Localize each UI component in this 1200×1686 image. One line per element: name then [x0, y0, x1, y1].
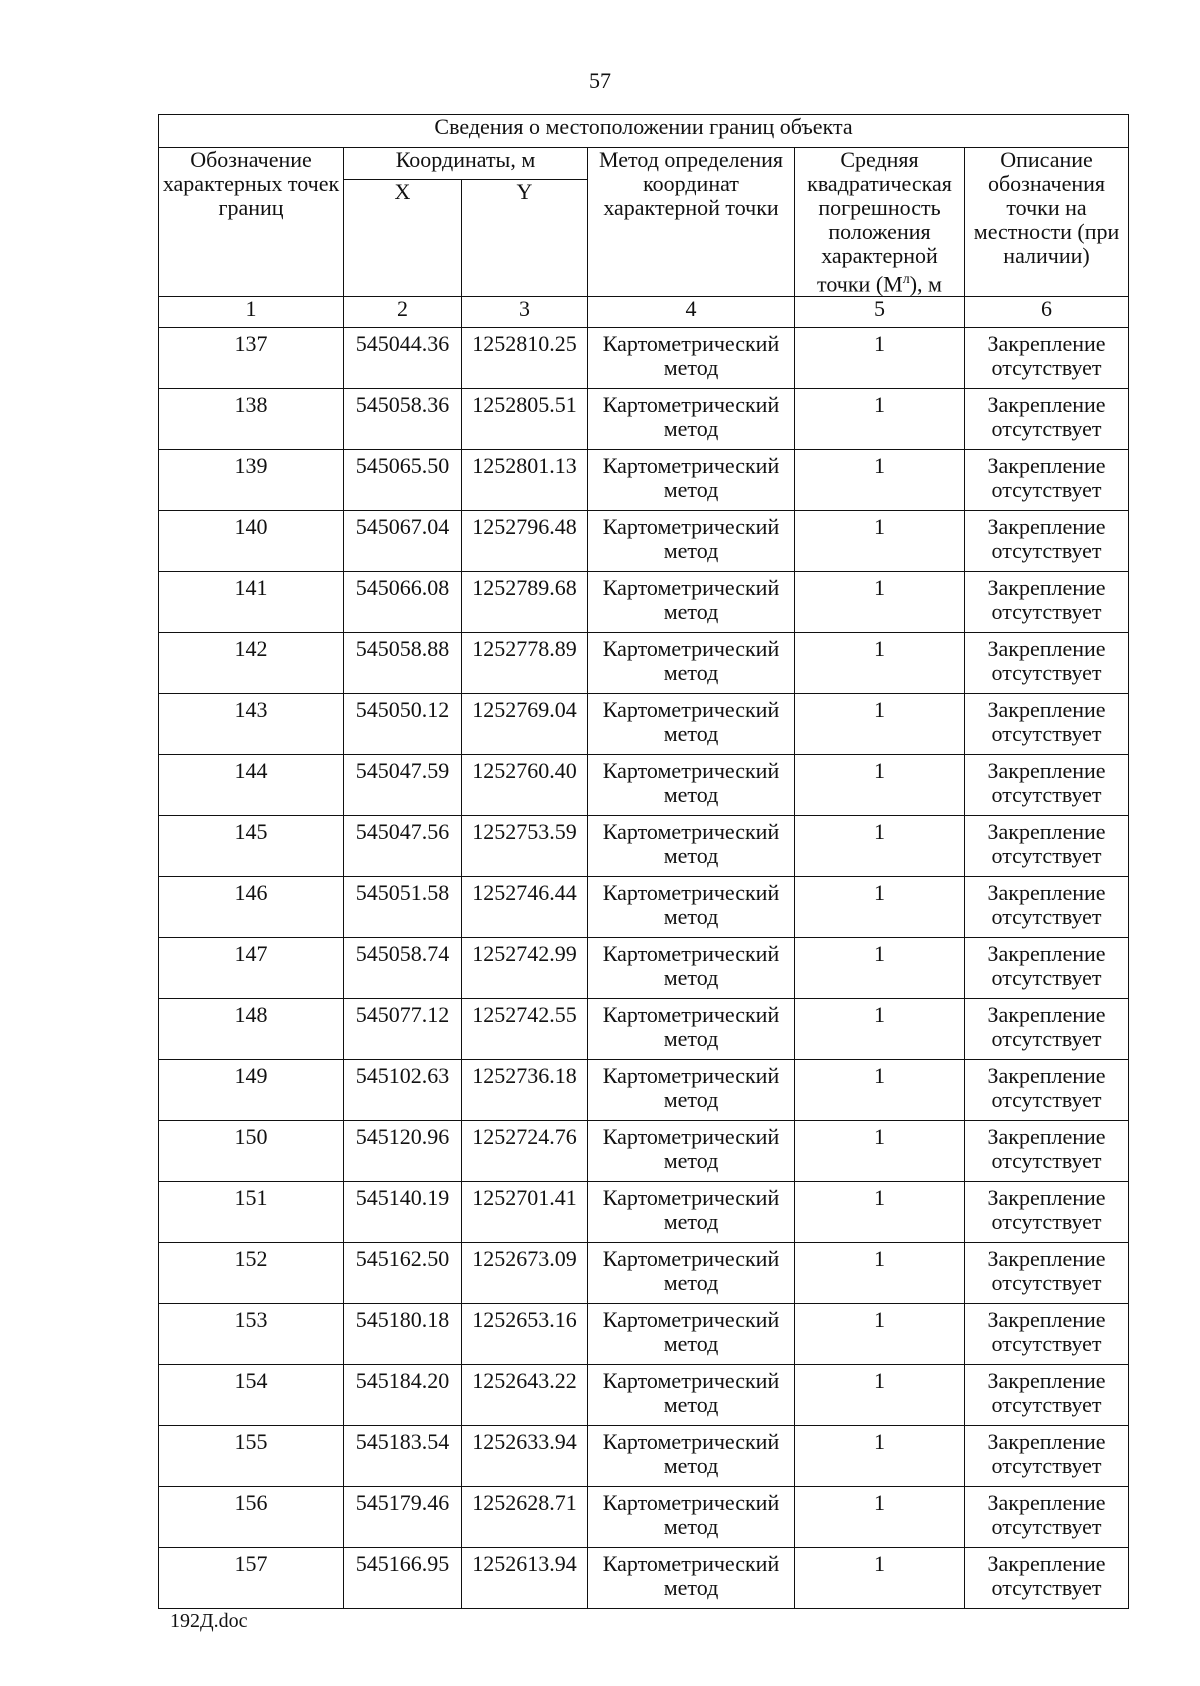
cell-error: 1 — [795, 694, 965, 755]
cell-method: Картометрический метод — [588, 1365, 795, 1426]
cell-description: Закрепление отсутствует — [965, 1304, 1129, 1365]
cell-method: Картометрический метод — [588, 1304, 795, 1365]
cell-x: 545180.18 — [344, 1304, 462, 1365]
cell-y: 1252778.89 — [462, 633, 588, 694]
table-row — [159, 1487, 1129, 1548]
cell-x: 545065.50 — [344, 450, 462, 511]
cell-error: 1 — [795, 1365, 965, 1426]
cell-point: 139 — [159, 450, 344, 511]
cell-error: 1 — [795, 1243, 965, 1304]
cell-description: Закрепление отсутствует — [965, 938, 1129, 999]
cell-point: 147 — [159, 938, 344, 999]
cell-point: 144 — [159, 755, 344, 816]
table-title: Сведения о местоположении границ объекта — [159, 115, 1129, 148]
cell-method: Картометрический метод — [588, 633, 795, 694]
cell-method: Картометрический метод — [588, 1487, 795, 1548]
column-number: 6 — [965, 297, 1129, 328]
cell-error: 1 — [795, 1304, 965, 1365]
table-row — [159, 1426, 1129, 1487]
cell-point: 152 — [159, 1243, 344, 1304]
cell-point: 142 — [159, 633, 344, 694]
cell-error: 1 — [795, 511, 965, 572]
cell-point: 141 — [159, 572, 344, 633]
cell-description: Закрепление отсутствует — [965, 1365, 1129, 1426]
column-number: 3 — [462, 297, 588, 328]
cell-x: 545058.36 — [344, 389, 462, 450]
cell-method: Картометрический метод — [588, 450, 795, 511]
header-coordinates: Координаты, м — [344, 148, 588, 180]
header-description: Описание обозначения точки на местности (при наличии) — [965, 148, 1129, 297]
cell-point: 148 — [159, 999, 344, 1060]
cell-y: 1252796.48 — [462, 511, 588, 572]
cell-y: 1252810.25 — [462, 328, 588, 389]
cell-x: 545162.50 — [344, 1243, 462, 1304]
cell-description: Закрепление отсутствует — [965, 999, 1129, 1060]
cell-x: 545179.46 — [344, 1487, 462, 1548]
cell-y: 1252628.71 — [462, 1487, 588, 1548]
column-number: 1 — [159, 297, 344, 328]
cell-description: Закрепление отсутствует — [965, 1243, 1129, 1304]
table-row — [159, 633, 1129, 694]
table-row — [159, 816, 1129, 877]
cell-x: 545184.20 — [344, 1365, 462, 1426]
table-row — [159, 938, 1129, 999]
table-row — [159, 389, 1129, 450]
cell-y: 1252736.18 — [462, 1060, 588, 1121]
cell-description: Закрепление отсутствует — [965, 572, 1129, 633]
cell-method: Картометрический метод — [588, 1182, 795, 1243]
cell-method: Картометрический метод — [588, 389, 795, 450]
cell-point: 137 — [159, 328, 344, 389]
header-x: X — [344, 180, 462, 297]
cell-point: 140 — [159, 511, 344, 572]
cell-y: 1252760.40 — [462, 755, 588, 816]
cell-error: 1 — [795, 877, 965, 938]
cell-point: 150 — [159, 1121, 344, 1182]
cell-method: Картометрический метод — [588, 1121, 795, 1182]
table-row — [159, 1243, 1129, 1304]
cell-point: 154 — [159, 1365, 344, 1426]
cell-error: 1 — [795, 999, 965, 1060]
cell-x: 545166.95 — [344, 1548, 462, 1609]
column-number: 2 — [344, 297, 462, 328]
cell-description: Закрепление отсутствует — [965, 694, 1129, 755]
table-body — [159, 328, 1129, 1609]
cell-x: 545120.96 — [344, 1121, 462, 1182]
header-error: Средняя квадратическая погрешность положения характерной точки $(М^л)$, м — [795, 148, 965, 297]
cell-y: 1252746.44 — [462, 877, 588, 938]
cell-y: 1252653.16 — [462, 1304, 588, 1365]
cell-method: Картометрический метод — [588, 328, 795, 389]
table-row — [159, 755, 1129, 816]
column-number-row — [159, 297, 1129, 328]
cell-point: 156 — [159, 1487, 344, 1548]
cell-x: 545044.36 — [344, 328, 462, 389]
cell-x: 545067.04 — [344, 511, 462, 572]
header-method: Метод определения координат характерной точки — [588, 148, 795, 297]
cell-x: 545050.12 — [344, 694, 462, 755]
cell-method: Картометрический метод — [588, 572, 795, 633]
page-number: 57 — [589, 68, 611, 93]
cell-x: 545066.08 — [344, 572, 462, 633]
cell-error: 1 — [795, 938, 965, 999]
cell-error: 1 — [795, 1060, 965, 1121]
cell-point: 146 — [159, 877, 344, 938]
table-row — [159, 450, 1129, 511]
cell-description: Закрепление отсутствует — [965, 755, 1129, 816]
cell-point: 153 — [159, 1304, 344, 1365]
header-y: Y — [462, 180, 588, 297]
cell-y: 1252805.51 — [462, 389, 588, 450]
cell-y: 1252753.59 — [462, 816, 588, 877]
cell-description: Закрепление отсутствует — [965, 1548, 1129, 1609]
cell-x: 545058.74 — [344, 938, 462, 999]
cell-method: Картометрический метод — [588, 999, 795, 1060]
cell-y: 1252613.94 — [462, 1548, 588, 1609]
cell-x: 545047.56 — [344, 816, 462, 877]
table-row — [159, 1060, 1129, 1121]
cell-description: Закрепление отсутствует — [965, 633, 1129, 694]
cell-error: 1 — [795, 572, 965, 633]
cell-y: 1252633.94 — [462, 1426, 588, 1487]
footer-filename: 192Д.doc — [170, 1610, 248, 1632]
table-row — [159, 1548, 1129, 1609]
cell-point: 149 — [159, 1060, 344, 1121]
cell-method: Картометрический метод — [588, 877, 795, 938]
cell-method: Картометрический метод — [588, 1426, 795, 1487]
boundary-table — [158, 114, 1129, 1609]
cell-x: 545058.88 — [344, 633, 462, 694]
cell-method: Картометрический метод — [588, 938, 795, 999]
cell-description: Закрепление отсутствует — [965, 389, 1129, 450]
cell-error: 1 — [795, 633, 965, 694]
cell-point: 143 — [159, 694, 344, 755]
cell-error: 1 — [795, 389, 965, 450]
column-number: 5 — [795, 297, 965, 328]
cell-error: 1 — [795, 1548, 965, 1609]
cell-description: Закрепление отсутствует — [965, 1060, 1129, 1121]
cell-description: Закрепление отсутствует — [965, 450, 1129, 511]
table-row — [159, 572, 1129, 633]
cell-y: 1252673.09 — [462, 1243, 588, 1304]
column-number: 4 — [588, 297, 795, 328]
cell-description: Закрепление отсутствует — [965, 816, 1129, 877]
cell-description: Закрепление отсутствует — [965, 1426, 1129, 1487]
cell-y: 1252724.76 — [462, 1121, 588, 1182]
cell-error: 1 — [795, 1182, 965, 1243]
cell-description: Закрепление отсутствует — [965, 328, 1129, 389]
cell-error: 1 — [795, 1426, 965, 1487]
cell-description: Закрепление отсутствует — [965, 1182, 1129, 1243]
cell-description: Закрепление отсутствует — [965, 877, 1129, 938]
table-row — [159, 877, 1129, 938]
cell-method: Картометрический метод — [588, 694, 795, 755]
cell-method: Картометрический метод — [588, 755, 795, 816]
cell-point: 138 — [159, 389, 344, 450]
cell-point: 155 — [159, 1426, 344, 1487]
cell-y: 1252643.22 — [462, 1365, 588, 1426]
header-point-designation: Обозначение характерных точек границ — [159, 148, 344, 297]
cell-x: 545051.58 — [344, 877, 462, 938]
cell-y: 1252701.41 — [462, 1182, 588, 1243]
cell-description: Закрепление отсутствует — [965, 1487, 1129, 1548]
cell-point: 145 — [159, 816, 344, 877]
cell-method: Картометрический метод — [588, 1060, 795, 1121]
table-row — [159, 328, 1129, 389]
cell-point: 157 — [159, 1548, 344, 1609]
cell-y: 1252742.99 — [462, 938, 588, 999]
table-row — [159, 511, 1129, 572]
cell-x: 545077.12 — [344, 999, 462, 1060]
cell-x: 545047.59 — [344, 755, 462, 816]
table-row — [159, 1121, 1129, 1182]
cell-method: Картометрический метод — [588, 1548, 795, 1609]
cell-description: Закрепление отсутствует — [965, 511, 1129, 572]
table-row — [159, 694, 1129, 755]
cell-x: 545102.63 — [344, 1060, 462, 1121]
cell-x: 545140.19 — [344, 1182, 462, 1243]
cell-method: Картометрический метод — [588, 511, 795, 572]
cell-y: 1252742.55 — [462, 999, 588, 1060]
cell-method: Картометрический метод — [588, 816, 795, 877]
cell-point: 151 — [159, 1182, 344, 1243]
cell-x: 545183.54 — [344, 1426, 462, 1487]
table-row — [159, 1304, 1129, 1365]
cell-y: 1252769.04 — [462, 694, 588, 755]
cell-error: 1 — [795, 816, 965, 877]
cell-y: 1252789.68 — [462, 572, 588, 633]
cell-error: 1 — [795, 755, 965, 816]
table-row — [159, 999, 1129, 1060]
cell-error: 1 — [795, 1121, 965, 1182]
cell-error: 1 — [795, 450, 965, 511]
cell-method: Картометрический метод — [588, 1243, 795, 1304]
cell-description: Закрепление отсутствует — [965, 1121, 1129, 1182]
cell-error: 1 — [795, 328, 965, 389]
cell-y: 1252801.13 — [462, 450, 588, 511]
table-row — [159, 1182, 1129, 1243]
table-row — [159, 1365, 1129, 1426]
cell-error: 1 — [795, 1487, 965, 1548]
